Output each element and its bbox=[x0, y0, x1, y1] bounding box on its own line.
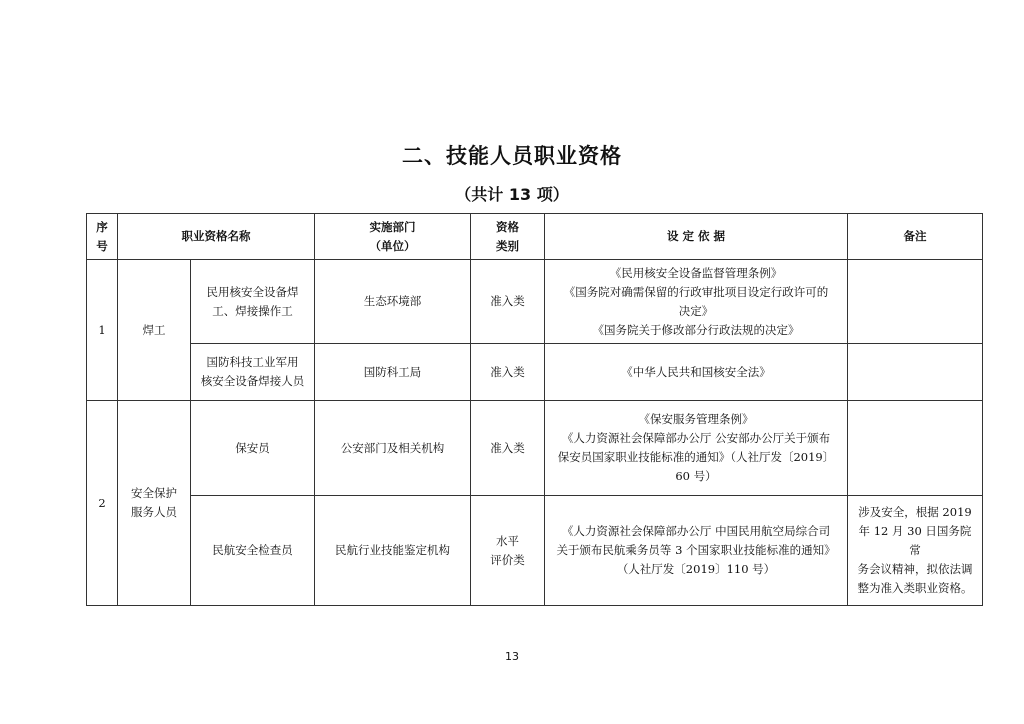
row-category: 准入类 bbox=[471, 344, 545, 401]
row-name: 焊工 bbox=[118, 260, 191, 401]
qualification-table bbox=[86, 213, 983, 606]
row-note bbox=[848, 401, 983, 496]
row-basis: 《保安服务管理条例》 《人力资源社会保障部办公厅 公安部办公厅关于颁布 保安员国家职业技能标准的通知》（人社厅发〔2019〕 60 号） bbox=[545, 401, 848, 496]
table-row bbox=[87, 496, 983, 606]
row-no: 2 bbox=[87, 401, 118, 606]
row-subname: 保安员 bbox=[191, 401, 315, 496]
header-category: 资格 类别 bbox=[471, 214, 545, 260]
row-basis: 《中华人民共和国核安全法》 bbox=[545, 344, 848, 401]
row-category: 水平 评价类 bbox=[471, 496, 545, 606]
row-note bbox=[848, 260, 983, 344]
row-dept: 民航行业技能鉴定机构 bbox=[315, 496, 471, 606]
row-basis: 《人力资源社会保障部办公厅 中国民用航空局综合司 关于颁布民航乘务员等 3 个国家职业技能标准的通知》 （人社厅发〔2019〕110 号） bbox=[545, 496, 848, 606]
row-dept: 国防科工局 bbox=[315, 344, 471, 401]
page-subtitle: （共计 13 项） bbox=[455, 185, 569, 204]
table-row bbox=[87, 260, 983, 344]
table-row bbox=[87, 344, 983, 401]
row-category: 准入类 bbox=[471, 260, 545, 344]
row-note bbox=[848, 344, 983, 401]
row-subname: 民航安全检查员 bbox=[191, 496, 315, 606]
table-header-row bbox=[87, 214, 983, 260]
page-number: 13 bbox=[505, 650, 519, 663]
row-note: 涉及安全，根据 2019 年 12 月 30 日国务院常 务会议精神，拟依法调 整为准入类职业资格。 bbox=[848, 496, 983, 606]
page-title: 二、技能人员职业资格 bbox=[402, 144, 622, 168]
row-no: 1 bbox=[87, 260, 118, 401]
row-dept: 生态环境部 bbox=[315, 260, 471, 344]
row-subname: 国防科技工业军用 核安全设备焊接人员 bbox=[191, 344, 315, 401]
header-basis: 设 定 依 据 bbox=[545, 214, 848, 260]
row-dept: 公安部门及相关机构 bbox=[315, 401, 471, 496]
header-dept: 实施部门 （单位） bbox=[315, 214, 471, 260]
header-note: 备注 bbox=[848, 214, 983, 260]
table-row bbox=[87, 401, 983, 496]
row-category: 准入类 bbox=[471, 401, 545, 496]
row-basis: 《民用核安全设备监督管理条例》 《国务院对确需保留的行政审批项目设定行政许可的 决定》 《国务院关于修改部分行政法规的决定》 bbox=[545, 260, 848, 344]
row-subname: 民用核安全设备焊 工、焊接操作工 bbox=[191, 260, 315, 344]
header-no: 序 号 bbox=[87, 214, 118, 260]
row-name: 安全保护 服务人员 bbox=[118, 401, 191, 606]
header-name: 职业资格名称 bbox=[118, 214, 315, 260]
